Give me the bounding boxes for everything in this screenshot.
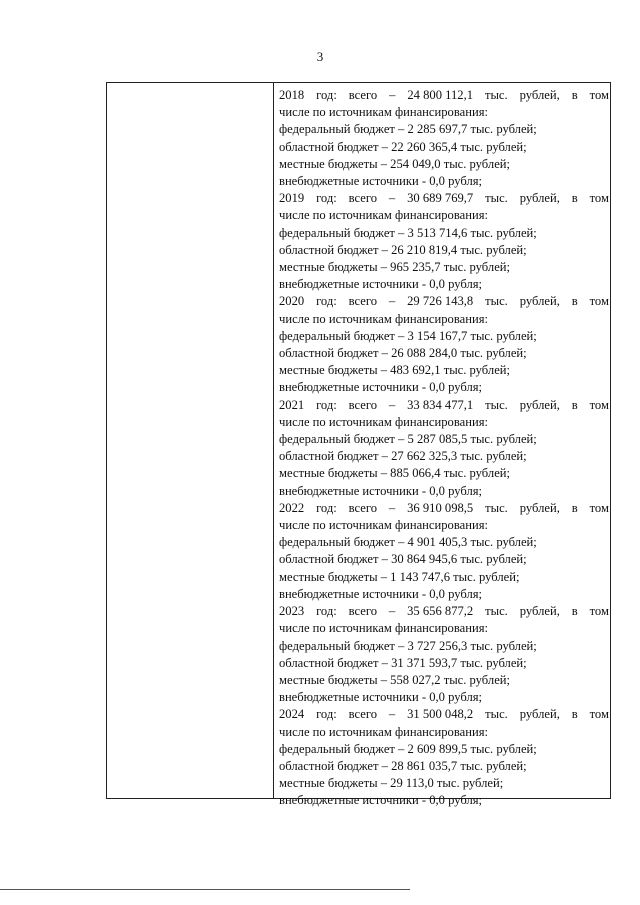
year-total-word: рублей, (519, 500, 560, 515)
year-total-word: том (589, 707, 609, 722)
year-total-word: год: (316, 707, 337, 722)
funding-sources-heading: числе по источникам финансирования: (279, 621, 488, 636)
funding-sources-heading: числе по источникам финансирования: (279, 208, 488, 223)
year-total-word: рублей, (519, 191, 560, 206)
year-total-word: рублей, (519, 707, 560, 722)
year-total-word: – (389, 88, 396, 102)
year-total-word: том (589, 88, 609, 102)
regional-budget-line: областной бюджет – 22 260 365,4 тыс. рублей; (279, 139, 527, 154)
year-total-word: рублей, (519, 88, 560, 102)
year-total-line (279, 87, 609, 104)
column-divider (273, 83, 274, 798)
year-total-word: 2020 (279, 294, 305, 309)
year-total-word: – (388, 707, 396, 722)
extrabudgetary-line: внебюджетные источники - 0,0 рубля; (279, 380, 483, 395)
regional-budget-line: областной бюджет – 28 861 035,7 тыс. рублей; (279, 758, 527, 773)
extrabudgetary-line: внебюджетные источники - 0,0 рубля; (279, 483, 483, 498)
year-total-word: тыс. (485, 294, 508, 309)
year-total-word: в (571, 707, 578, 722)
year-total-word: в (571, 294, 578, 309)
year-total-word: 2024 (279, 707, 305, 722)
year-total-word: 2021 (279, 397, 305, 412)
year-total-word: 2023 (279, 604, 305, 619)
year-total-word: год: (316, 500, 337, 515)
year-total-word: – (388, 397, 396, 412)
year-total-word: 31 500 048,2 (407, 707, 474, 722)
year-block (279, 293, 609, 396)
year-total-word: в (571, 604, 578, 619)
year-total-word: – (388, 294, 396, 309)
year-total-word: том (589, 604, 609, 619)
year-total-word: том (589, 397, 609, 412)
year-total-word: всего (348, 397, 378, 412)
year-total-word: тыс. (485, 707, 508, 722)
year-total-word: в (571, 88, 578, 102)
year-total-line (279, 500, 609, 517)
year-total-word: 2022 (279, 500, 305, 515)
year-block (279, 190, 609, 293)
extrabudgetary-line: внебюджетные источники - 0,0 рубля; (279, 793, 483, 808)
federal-budget-line: федеральный бюджет – 2 609 899,5 тыс. рублей; (279, 741, 537, 756)
year-total-word: всего (348, 604, 378, 619)
year-total-line (279, 397, 609, 414)
local-budgets-line: местные бюджеты – 558 027,2 тыс. рублей; (279, 672, 511, 687)
year-total-word: 24 800 112,1 (407, 88, 474, 102)
regional-budget-line: областной бюджет – 26 088 284,0 тыс. рублей; (279, 346, 527, 361)
year-block (279, 397, 609, 500)
year-total-word: год: (316, 191, 337, 206)
footer-rule (0, 889, 410, 890)
year-total-word: тыс. (485, 500, 508, 515)
funding-sources-heading: числе по источникам финансирования: (279, 311, 488, 326)
year-block (279, 603, 609, 706)
year-total-word: рублей, (519, 294, 560, 309)
year-block (279, 706, 609, 809)
year-total-word: всего (348, 294, 378, 309)
year-total-word: 2019 (279, 191, 305, 206)
year-total-word: 30 689 769,7 (407, 191, 474, 206)
local-budgets-line: местные бюджеты – 965 235,7 тыс. рублей; (279, 260, 511, 275)
funding-sources-heading: числе по источникам финансирования: (279, 414, 488, 429)
year-total-word: в (571, 191, 578, 206)
regional-budget-line: областной бюджет – 26 210 819,4 тыс. рублей; (279, 242, 527, 257)
federal-budget-line: федеральный бюджет – 3 727 256,3 тыс. рублей; (279, 638, 537, 653)
local-budgets-line: местные бюджеты – 1 143 747,6 тыс. рублей; (279, 569, 520, 584)
year-block (279, 500, 609, 603)
local-budgets-line: местные бюджеты – 29 113,0 тыс. рублей; (279, 776, 504, 791)
year-total-word: в (571, 397, 578, 412)
extrabudgetary-line: внебюджетные источники - 0,0 рубля; (279, 586, 483, 601)
year-total-word: год: (316, 88, 337, 102)
year-total-word: 29 726 143,8 (407, 294, 474, 309)
extrabudgetary-line: внебюджетные источники - 0,0 рубля; (279, 690, 483, 705)
year-total-word: тыс. (485, 604, 508, 619)
federal-budget-line: федеральный бюджет – 5 287 085,5 тыс. рублей; (279, 432, 537, 447)
year-total-word: том (589, 191, 609, 206)
year-total-word: рублей, (519, 397, 560, 412)
regional-budget-line: областной бюджет – 27 662 325,3 тыс. рублей; (279, 449, 527, 464)
year-total-line (279, 603, 609, 620)
federal-budget-line: федеральный бюджет – 2 285 697,7 тыс. рублей; (279, 122, 537, 137)
funding-table (106, 82, 611, 808)
funding-sources-heading: числе по источникам финансирования: (279, 724, 488, 739)
federal-budget-line: федеральный бюджет – 3 513 714,6 тыс. рублей; (279, 225, 537, 240)
year-total-word: год: (316, 397, 337, 412)
year-total-word: том (589, 500, 609, 515)
page-number: 3 (316, 49, 324, 64)
federal-budget-line: федеральный бюджет – 4 901 405,3 тыс. рублей; (279, 535, 537, 550)
federal-budget-line: федеральный бюджет – 3 154 167,7 тыс. рублей; (279, 328, 537, 343)
funding-sources-heading: числе по источникам финансирования: (279, 518, 488, 533)
year-total-word: всего (348, 191, 378, 206)
year-total-word: в (571, 500, 578, 515)
year-total-word: – (388, 191, 396, 206)
year-total-line (279, 706, 609, 723)
extrabudgetary-line: внебюджетные источники - 0,0 рубля; (279, 174, 483, 189)
year-total-word: – (388, 604, 396, 619)
year-total-word: 33 834 477,1 (407, 397, 474, 412)
year-total-word: тыс. (484, 88, 508, 102)
year-total-word: тыс. (485, 191, 508, 206)
year-total-word: год: (316, 604, 337, 619)
funding-cell (279, 87, 609, 810)
year-total-line (279, 293, 609, 310)
year-total-word: год: (316, 294, 337, 309)
year-total-word: всего (348, 707, 378, 722)
year-total-word: всего (348, 88, 378, 102)
year-total-line (279, 190, 609, 207)
funding-sources-heading: числе по источникам финансирования: (279, 105, 488, 120)
year-block (279, 87, 609, 190)
regional-budget-line: областной бюджет – 31 371 593,7 тыс. рублей; (279, 655, 527, 670)
regional-budget-line: областной бюджет – 30 864 945,6 тыс. рублей; (279, 552, 527, 567)
year-total-word: 35 656 877,2 (407, 604, 474, 619)
year-total-word: 2018 (279, 88, 305, 102)
local-budgets-line: местные бюджеты – 483 692,1 тыс. рублей; (279, 363, 511, 378)
year-total-word: – (388, 500, 396, 515)
year-total-word: рублей, (519, 604, 560, 619)
year-total-word: всего (348, 500, 378, 515)
extrabudgetary-line: внебюджетные источники - 0,0 рубля; (279, 277, 483, 292)
local-budgets-line: местные бюджеты – 254 049,0 тыс. рублей; (279, 156, 511, 171)
year-total-word: том (589, 294, 609, 309)
local-budgets-line: местные бюджеты – 885 066,4 тыс. рублей; (279, 466, 511, 481)
year-total-word: тыс. (485, 397, 508, 412)
year-total-word: 36 910 098,5 (407, 500, 474, 515)
